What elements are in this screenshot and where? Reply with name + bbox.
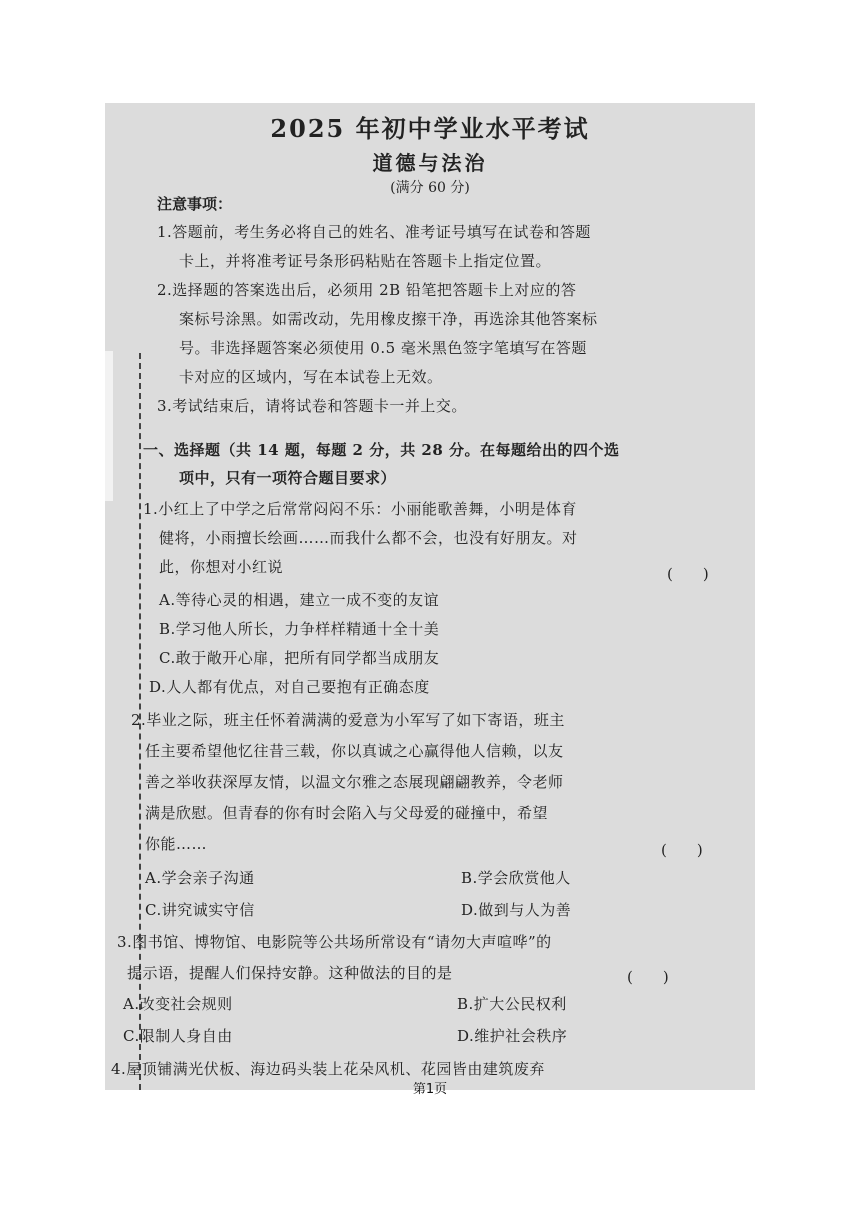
exam-paper [105,103,755,1090]
exam-subject: 道德与法治 [372,151,488,175]
notice-line: 卡对应的区域内，写在本试卷上无效。 [179,368,443,386]
answer-parentheses: ( ) [627,968,669,986]
notice-line: 案标号涂黑。如需改动，先用橡皮擦干净，再选涂其他答案标 [179,310,598,328]
option: D.维护社会秩序 [457,1027,568,1045]
question-stem: 健将，小雨擅长绘画……而我什么都不会，也没有好朋友。对 [159,529,578,547]
section-title: 一、选择题（共 14 题，每题 2 分，共 28 分。在每题给出的四个选 [143,441,620,459]
notice-line: 1.答题前，考生务必将自己的姓名、准考证号填写在试卷和答题 [157,223,591,241]
option: A.学会亲子沟通 [145,869,255,887]
question-stem: 此，你想对小红说 [159,558,284,576]
exam-title: 2025 年初中学业水平考试 [270,114,590,143]
option: C.限制人身自由 [123,1027,233,1045]
option: B.学会欣赏他人 [461,869,571,887]
option: B.学习他人所长，力争样样精通十全十美 [159,620,440,638]
question-stem: 你能…… [145,835,208,853]
notice-line: 号。非选择题答案必须使用 0.5 毫米黑色签字笔填写在答题 [179,339,587,357]
option: D.人人都有优点，对自己要抱有正确态度 [149,678,430,696]
notice-line: 卡上，并将准考证号条形码粘贴在答题卡上指定位置。 [179,252,552,270]
option: D.做到与人为善 [461,901,572,919]
option: B.扩大公民权利 [457,995,567,1013]
option: C.敢于敞开心扉，把所有同学都当成朋友 [159,649,440,667]
question-stem: 2.毕业之际，班主任怀着满满的爱意为小军写了如下寄语，班主 [131,711,565,729]
section-title: 项中，只有一项符合题目要求） [179,469,397,487]
answer-parentheses: ( ) [661,841,703,859]
question-stem: 提示语，提醒人们保持安静。这种做法的目的是 [127,964,453,982]
binding-edge [105,351,113,501]
question-stem: 4.屋顶铺满光伏板、海边码头装上花朵风机、花园皆由建筑废弃 [111,1060,545,1078]
page-number: 第1页 [412,1082,448,1097]
question-stem: 3.图书馆、博物馆、电影院等公共场所常设有“请勿大声喧哗”的 [117,933,552,951]
option: C.讲究诚实守信 [145,901,255,919]
notice-line: 2.选择题的答案选出后，必须用 2B 铅笔把答题卡上对应的答 [157,281,577,299]
question-stem: 任主要希望他忆往昔三载，你以真诚之心赢得他人信赖，以友 [145,742,564,760]
notice-line: 3.考试结束后，请将试卷和答题卡一并上交。 [157,397,467,415]
notice-title: 注意事项： [157,195,233,213]
score-note: (满分 60 分) [390,180,470,196]
question-stem: 善之举收获深厚友情，以温文尔雅之态展现翩翩教养，令老师 [145,773,564,791]
question-stem: 1.小红上了中学之后常常闷闷不乐：小丽能歌善舞，小明是体育 [143,500,577,518]
option: A.改变社会规则 [123,995,233,1013]
answer-parentheses: ( ) [667,565,709,583]
question-stem: 满是欣慰。但青春的你有时会陷入与父母爱的碰撞中，希望 [145,804,549,822]
option: A.等待心灵的相遇，建立一成不变的友谊 [159,591,440,609]
